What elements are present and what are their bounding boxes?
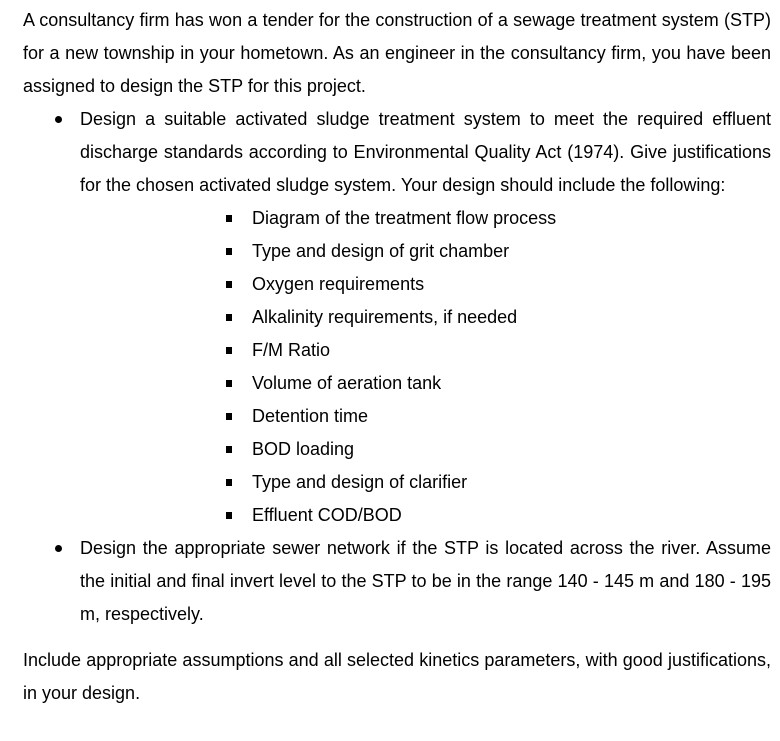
task-list <box>23 103 771 631</box>
bullet-dot-icon <box>55 116 62 123</box>
square-bullet-icon <box>226 413 232 420</box>
requirement-item <box>80 235 771 268</box>
requirement-item <box>80 367 771 400</box>
requirement-text: BOD loading <box>252 439 355 459</box>
task-text: Design a suitable activated sludge treatment system to meet the required effluent discharge standards according to Environmental Quality Act (1974). Give justifications for the chosen activated sludge system. Your design should include the following: <box>80 109 771 195</box>
square-bullet-icon <box>226 512 232 519</box>
requirement-text: Type and design of clarifier <box>252 472 468 492</box>
bullet-dot-icon <box>55 545 62 552</box>
intro-paragraph: A consultancy firm has won a tender for the construction of a sewage treatment system (STP) for a new township in your hometown. As an engineer in the consultancy firm, you have been assigned to design the STP for this project. <box>23 10 771 96</box>
task-item-sewer-network <box>23 532 771 631</box>
square-bullet-icon <box>226 380 232 387</box>
square-bullet-icon <box>226 215 232 222</box>
requirement-item <box>80 202 771 235</box>
requirement-text: Alkalinity requirements, if needed <box>252 307 518 327</box>
requirement-text: F/M Ratio <box>252 340 331 360</box>
task-text: Design the appropriate sewer network if the STP is located across the river. Assume the initial and final invert level to the STP to be in the range 140 - 145 m and 180 - 195 m, respectively. <box>80 538 771 624</box>
requirement-item <box>80 400 771 433</box>
requirement-item <box>80 334 771 367</box>
design-requirements-list <box>80 202 771 532</box>
square-bullet-icon <box>226 479 232 486</box>
requirement-text: Detention time <box>252 406 369 426</box>
closing-paragraph: Include appropriate assumptions and all selected kinetics parameters, with good justifications, in your design. <box>23 650 771 703</box>
assignment-document <box>23 4 771 710</box>
requirement-text: Effluent COD/BOD <box>252 505 402 525</box>
square-bullet-icon <box>226 347 232 354</box>
square-bullet-icon <box>226 281 232 288</box>
requirement-text: Diagram of the treatment flow process <box>252 208 557 228</box>
requirement-text: Type and design of grit chamber <box>252 241 510 261</box>
requirement-item <box>80 301 771 334</box>
task-item-activated-sludge <box>23 103 771 532</box>
requirement-item <box>80 433 771 466</box>
requirement-item <box>80 466 771 499</box>
square-bullet-icon <box>226 446 232 453</box>
square-bullet-icon <box>226 248 232 255</box>
requirement-item <box>80 499 771 532</box>
requirement-item <box>80 268 771 301</box>
square-bullet-icon <box>226 314 232 321</box>
requirement-text: Volume of aeration tank <box>252 373 442 393</box>
requirement-text: Oxygen requirements <box>252 274 425 294</box>
